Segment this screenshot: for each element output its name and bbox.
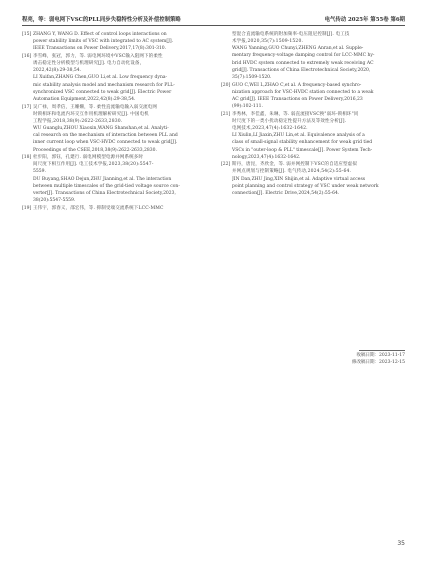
reference-entry xyxy=(221,82,404,111)
reference-line: nization approach for VSC-HVDC station connected to a weak xyxy=(232,89,374,95)
reference-line: 时锁相环和电流内环交互作用机理解析研究[J]. 中国电机 xyxy=(33,111,149,117)
reference-number: [16] xyxy=(22,53,32,59)
header-title: 程亮，等：弱电网下VSC的PLL同步失稳特性分析及补偿控制策略 xyxy=(22,17,181,23)
reference-entry xyxy=(22,31,205,52)
reference-line: 杜步阳，郭钰，孔建行. 弱电网模型电源并网系统多时 xyxy=(33,155,144,161)
references-right-column xyxy=(221,31,404,198)
reference-line: 诱击稳定性分析模型与机理研究[J]. 电力自动化设备， xyxy=(33,61,145,67)
reference-line: WANG Yanning,GUO Chunyi,ZHENG Anran,et al. Supple- xyxy=(232,46,364,52)
reference-line: nology,2023,47(4):1632-1642. xyxy=(232,154,301,160)
reference-line: 时尺度下的一类小扰动稳定性提升方法及等效性分析[J]. xyxy=(232,118,347,124)
running-header xyxy=(22,14,405,26)
reference-line: grid[J]. Transactions of China Electrotechnical Society,2020, xyxy=(232,67,371,73)
reference-line: connection[J]. Electric Drive,2024,54(2):55-64. xyxy=(232,190,340,196)
reference-line: Automation Equipment,2022,42(8):29-38,54. xyxy=(33,96,136,102)
dates-divider xyxy=(359,350,405,351)
reference-line: point planning and control strategy of VSC under weak network xyxy=(232,183,379,189)
reference-line: brid HVDC system connected to extremely weak receiving AC xyxy=(232,60,374,66)
reference-line: LI Xiulin,LI Jiaxin,ZHU Lin,et al. Equivalence analysis of a xyxy=(232,133,365,139)
reference-line: Proceedings of the CSEE,2018,38(9):2622-2633,2830. xyxy=(33,147,157,153)
reference-line: class of small-signal stability enhancement for weak grid tied xyxy=(232,140,373,146)
reference-line: ZHANG Y, WANG D. Effect of control loops interactions on xyxy=(33,32,167,37)
reference-line: DU Buyang,SHAO Dejun,ZHU Jianning,et al. The interaction xyxy=(33,176,172,182)
reference-line: VSCs in "outer-loop & PLL" timescale[J]. Power System Tech- xyxy=(232,147,373,153)
reference-line: mentary frequency-voltage damping control for LCC-MMC hy- xyxy=(232,53,375,59)
journal-issue: 电气传动 2025年 第55卷 第6期 xyxy=(324,17,405,23)
reference-line: 35(7):1509-1520. xyxy=(232,74,272,80)
reference-line: verter[J]. Transactions of China Electrotechnical Society,2023, xyxy=(33,190,176,196)
reference-line: 吴广禄，周孝信，王姗姗，等. 柔性直流输电输入弱交流电网 xyxy=(33,104,158,110)
reference-line: GUO C,WEI L,ZHAO C,et al. A frequency-based synchro- xyxy=(232,82,362,88)
reference-line: 电网技术,2023,47(4):1632-1642. xyxy=(232,126,308,132)
reference-line: AC grid[J]. IEEE Transactions on Power Delivery,2016,23 xyxy=(232,96,363,102)
reference-entry xyxy=(221,31,404,81)
reference-line: 王伟宇，郭春义，邵宏伟，等. 抑制受端交流系统下LCC-MMC xyxy=(33,205,164,211)
reference-line: WU Guanglu,ZHOU Xiaoxin,WANG Shanshan,et al. Analyti- xyxy=(33,126,169,132)
reference-line: 间尺度下相互作用[J]. 电工技术学报,2023,38(20):5547- xyxy=(33,162,154,168)
reference-line: 型混合直流输电系统的附加频率-电压阻尼控制[J]. 电工技 xyxy=(232,32,350,37)
reference-line: IEEE Transactions on Power Delivery,2017,17(8):301-310. xyxy=(33,46,167,52)
reference-number: [17] xyxy=(22,104,32,110)
reference-entry xyxy=(22,205,205,212)
manuscript-dates xyxy=(352,350,405,366)
reference-number: [22] xyxy=(221,162,231,168)
reference-entry xyxy=(22,53,205,103)
reference-line: between multiple timescales of the grid-tied voltage source con- xyxy=(33,183,180,189)
reference-line: 李秀林，李佳鑫，朱琳，等. 弱直流接VSC换"弱环-锁相环"同 xyxy=(232,111,359,117)
reference-entry xyxy=(221,111,404,161)
reference-line: mic stability analysis model and mechanism research for PLL- xyxy=(33,82,175,88)
reference-line: (99):102-111. xyxy=(232,104,263,110)
reference-line: cal research on the mechanism of interaction between PLL and xyxy=(33,133,178,139)
page-number: 35 xyxy=(397,540,405,547)
reference-entry xyxy=(221,161,404,197)
reference-line: 李雪峰，张冠，郭力，等. 弱电网环境中VSC输入阻网下的柔性 xyxy=(33,53,163,59)
reference-line: LI Xuifan,ZHANG Chen,GUO Li,et al. Low frequency dyna- xyxy=(33,75,168,81)
references-left-column xyxy=(22,31,205,212)
reference-line: 38(20):5547-5559. xyxy=(33,198,76,204)
reference-number: [15] xyxy=(22,32,32,37)
reference-line: 并网点规划与控制策略[J]. 电气传动,2024,54(2):55-64. xyxy=(232,169,352,175)
reference-number: [19] xyxy=(22,205,32,211)
reference-line: 术学报,2020,35(7):1509-1520. xyxy=(232,39,304,45)
reference-line: 2022,42(8):29-38,54. xyxy=(33,68,82,74)
revised-date: 修改稿日期：2023-12-15 xyxy=(352,360,405,366)
reference-number: [21] xyxy=(221,111,231,117)
reference-line: 5559. xyxy=(33,169,46,175)
reference-line: inner current loop when VSC-HVDC connected to weak grid[J]. xyxy=(33,140,178,146)
reference-line: synchronized VSC connected to weak grid[J]. Electric Power xyxy=(33,89,172,95)
reference-line: JIN Dan,ZHU Jing,XIN Shijin,et al. Adaptive virtual access xyxy=(232,176,366,182)
reference-line: 斯丹，唐昆，齐欣金，等. 弱并网控制下VSC的自适应型虚拟 xyxy=(232,162,357,168)
reference-line: power stability limits of VSC with integrated to AC system[J]. xyxy=(33,39,174,45)
received-date: 收稿日期：2023-11-17 xyxy=(356,353,405,358)
reference-line: 工程学报,2018,38(9):2622-2633,2830. xyxy=(33,118,123,124)
reference-number: [20] xyxy=(221,82,231,88)
reference-number: [18] xyxy=(22,155,32,161)
reference-entry xyxy=(22,104,205,154)
reference-entry xyxy=(22,154,205,204)
